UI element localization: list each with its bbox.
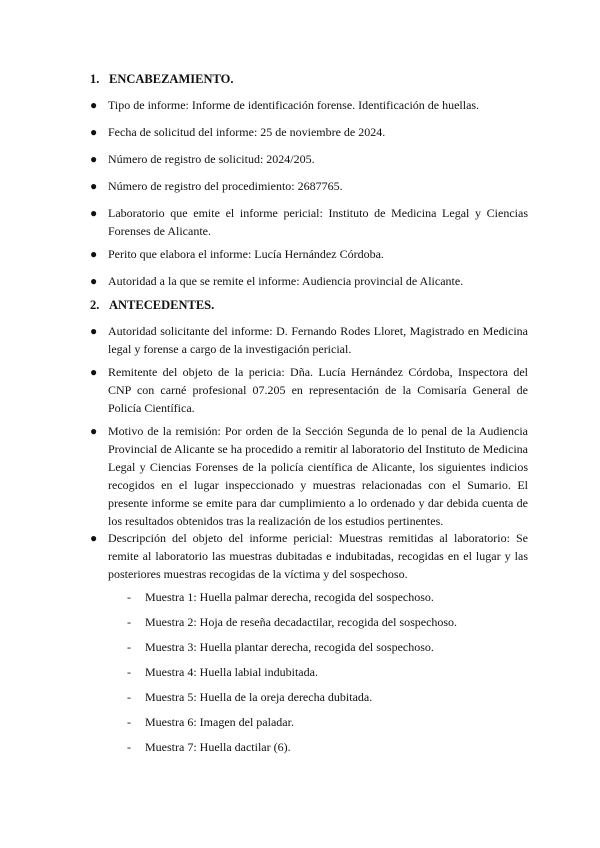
list-item-text: Descripción del objeto del informe pericial: Muestras remitidas al laboratorio: Se remite al laboratorio las muestras dubitadas e indubitadas, recogidas en el lugar y las posteriores muestras recogidas de la víctima y del sospechoso.	[108, 531, 528, 581]
sample-item	[127, 614, 457, 630]
sample-item	[127, 714, 294, 730]
section-number: 2.	[90, 298, 100, 312]
bullet-icon: ●	[90, 206, 98, 220]
list-item-text: Fecha de solicitud del informe: 25 de noviembre de 2024.	[108, 125, 386, 139]
dash-marker: -	[127, 615, 131, 629]
list-item	[90, 204, 528, 240]
sample-item	[127, 664, 318, 680]
bullet-icon: ●	[90, 152, 98, 166]
section-title: ENCABEZAMIENTO.	[109, 72, 234, 86]
list-item-text: Remitente del objeto de la pericia: Dña. Lucía Hernández Córdoba, Inspectora del CNP con carné profesional 07.205 en representación de la Comisaría General de Policía Científica.	[108, 365, 528, 415]
list-item-text: Autoridad solicitante del informe: D. Fernando Rodes Lloret, Magistrado en Medicina legal y forense a cargo de la investigación pericial.	[108, 324, 528, 356]
list-item	[90, 245, 528, 263]
sample-item	[127, 689, 372, 705]
section-heading-encabezamiento	[90, 71, 233, 87]
bullet-icon: ●	[90, 98, 98, 112]
bullet-icon: ●	[90, 365, 98, 379]
dash-marker: -	[127, 715, 131, 729]
dash-marker: -	[127, 665, 131, 679]
list-item-text: Laboratorio que emite el informe pericial: Instituto de Medicina Legal y Ciencias Forenses de Alicante.	[108, 206, 528, 238]
sample-text: Muestra 7: Huella dactilar (6).	[145, 740, 291, 754]
list-item	[90, 177, 528, 195]
bullet-icon: ●	[90, 274, 98, 288]
sample-text: Muestra 3: Huella plantar derecha, recogida del sospechoso.	[145, 640, 434, 654]
dash-marker: -	[127, 640, 131, 654]
bullet-icon: ●	[90, 424, 98, 438]
sample-item	[127, 739, 291, 755]
list-item	[90, 322, 528, 358]
bullet-icon: ●	[90, 125, 98, 139]
list-item	[90, 529, 528, 583]
sample-text: Muestra 2: Hoja de reseña decadactilar, recogida del sospechoso.	[145, 615, 458, 629]
list-item-text: Motivo de la remisión: Por orden de la Sección Segunda de lo penal de la Audiencia Provincial de Alicante se ha procedido a remitir al laboratorio del Instituto de Medicina Legal y Ciencias Forenses de la policía científica de Alicante, los siguientes indicios recogidos en el lugar inspeccionado y muestras relacionadas con el Sumario. El presente informe se emite para dar cumplimiento a lo ordenado y dar debida cuenta de los resultados obtenidos tras la realización de los estudios pertinentes.	[108, 424, 528, 528]
list-item-text: Tipo de informe: Informe de identificación forense. Identificación de huellas.	[108, 98, 480, 112]
sample-text: Muestra 1: Huella palmar derecha, recogida del sospechoso.	[145, 590, 434, 604]
dash-marker: -	[127, 740, 131, 754]
section-number: 1.	[90, 72, 100, 86]
sample-item	[127, 639, 434, 655]
list-item	[90, 123, 528, 141]
list-item	[90, 422, 528, 530]
section-title: ANTECEDENTES.	[109, 298, 215, 312]
list-item	[90, 363, 528, 417]
list-item	[90, 272, 528, 290]
list-item-text: Autoridad a la que se remite el informe: Audiencia provincial de Alicante.	[108, 274, 464, 288]
list-item	[90, 150, 528, 168]
dash-marker: -	[127, 590, 131, 604]
section-heading-antecedentes	[90, 297, 214, 313]
bullet-icon: ●	[90, 324, 98, 338]
list-item	[90, 96, 528, 114]
bullet-icon: ●	[90, 531, 98, 545]
bullet-icon: ●	[90, 247, 98, 261]
sample-item	[127, 589, 434, 605]
list-item-text: Número de registro de solicitud: 2024/205.	[108, 152, 315, 166]
dash-marker: -	[127, 690, 131, 704]
bullet-icon: ●	[90, 179, 98, 193]
sample-text: Muestra 6: Imagen del paladar.	[145, 715, 294, 729]
sample-text: Muestra 4: Huella labial indubitada.	[145, 665, 318, 679]
sample-text: Muestra 5: Huella de la oreja derecha dubitada.	[145, 690, 373, 704]
list-item-text: Perito que elabora el informe: Lucía Hernández Córdoba.	[108, 247, 384, 261]
list-item-text: Número de registro del procedimiento: 2687765.	[108, 179, 343, 193]
